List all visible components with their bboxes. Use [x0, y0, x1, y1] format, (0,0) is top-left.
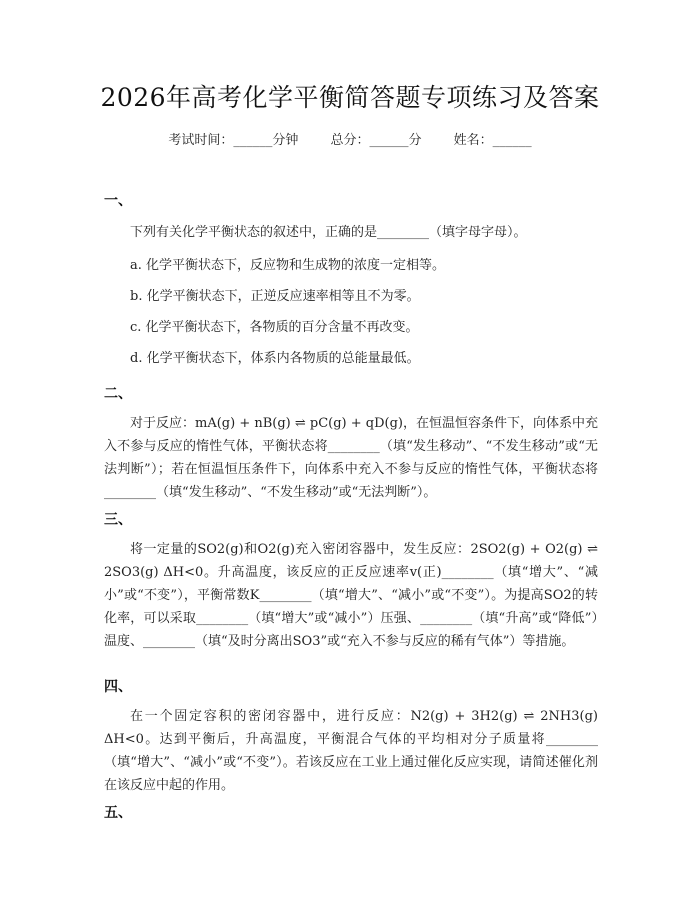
section-3-heading: 三、 [104, 512, 132, 528]
section-1-question: 下列有关化学平衡状态的叙述中，正确的是________（填字母字母）。 [130, 225, 527, 240]
option-c: c. 化学平衡状态下，各物质的百分含量不再改变。 [130, 320, 419, 335]
option-d: d. 化学平衡状态下，体系内各物质的总能量最低。 [130, 351, 420, 366]
section-5-heading: 五、 [104, 805, 132, 821]
section-2-question: 对于反应：mA(g) + nB(g) ⇌ pC(g) + qD(g)，在恒温恒容条件下，向体系中充入不参与反应的惰性气体，平衡状态将________（填“发生移动”、“不发生移动”或“无法判断”）；若在恒温恒压条件下，向体系中充入不参与反应的惰性气体，平衡状态将________（填“发生移动”、“不发生移动”或“无法判断”）。 [104, 416, 598, 500]
section-4-question: 在一个固定容积的密闭容器中，进行反应：N2(g) + 3H2(g) ⇌ 2NH3(g) ΔH<0。达到平衡后，升高温度，平衡混合气体的平均相对分子质量将________（填“增大”、“减小”或“不变”）。若该反应在工业上通过催化反应实现，请简述催化剂在该反应中起的作用。 [104, 709, 598, 793]
exam-info-line [0, 130, 700, 152]
section-1-heading: 一、 [104, 193, 132, 209]
total-score-field: 总分：______分 [330, 133, 422, 148]
section-2-heading: 二、 [104, 386, 132, 402]
student-name-field: 姓名：______ [453, 133, 532, 148]
section-4-heading: 四、 [104, 679, 132, 695]
page-title: 2026年高考化学平衡简答题专项练习及答案 [100, 83, 600, 112]
option-b: b. 化学平衡状态下，正逆反应速率相等且不为零。 [130, 289, 420, 304]
section-3-question: 将一定量的SO2(g)和O2(g)充入密闭容器中，发生反应：2SO2(g) + O2(g) ⇌ 2SO3(g) ΔH<0。升高温度，该反应的正反应速率v(正)________（填“增大”、“减小”或“不变”），平衡常数K________（填“增大”、“减小”或“不变”）。为提高SO2的转化率，可以采取________（填“增大”或“减小”）压强、________（填“升高”或“降低”）温度、________（填“及时分离出SO3”或“充入不参与反应的稀有气体”）等措施。 [104, 542, 598, 649]
exam-time-field: 考试时间：______分钟 [168, 133, 299, 148]
option-a: a. 化学平衡状态下，反应物和生成物的浓度一定相等。 [130, 258, 446, 273]
